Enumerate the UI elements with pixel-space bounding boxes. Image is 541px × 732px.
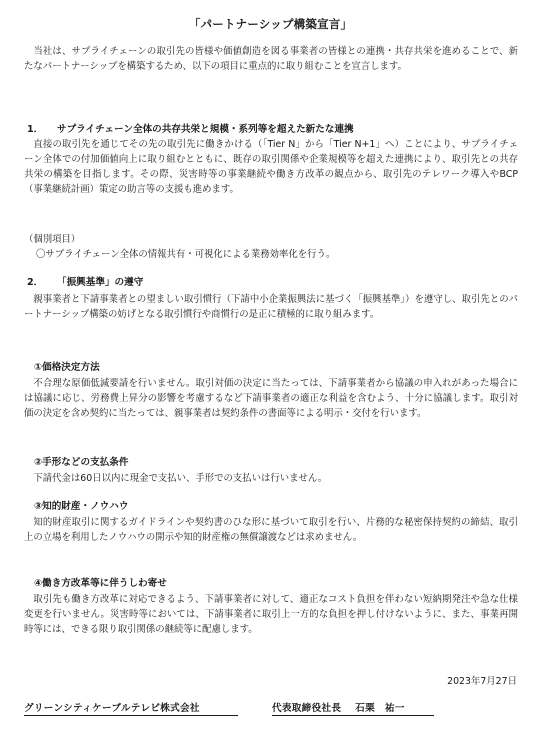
section-2-number: 2．	[27, 277, 44, 288]
intro-paragraph: 当社は、サプライチェーンの取引先の皆様や価値創造を図る事業者の皆様との連携・共存共栄を進めることで、新たなパートナーシップを構築するため、以下の項目に重点的に取り組むことを宣言します。	[24, 46, 518, 72]
section-1-heading	[27, 122, 354, 137]
company-name: グリーンシティケーブルテレビ株式会社	[24, 700, 238, 716]
section-2-title: 「振興基準」の遵守	[57, 277, 144, 288]
document-title: 「パートナーシップ構築宣言」	[188, 17, 353, 31]
sub-4-heading: ④働き方改革等に伴うしわ寄せ	[34, 578, 167, 589]
sub-3-heading: ③知的財産・ノウハウ	[34, 501, 129, 512]
sub-2-body: 下請代金は60日以内に現金で支払い、手形での支払いは行いません。	[33, 473, 328, 484]
section-1-item: 〇サプライチェーン全体の情報共有・可視化による業務効率化を行う。	[36, 249, 336, 260]
section-1-body: 直接の取引先を通じてその先の取引先に働きかける（「Tier N」から「Tier N+1」へ）ことにより、サプライチェーン全体での付加価値向上に取り組むとともに、既存の取引関係や企業規模等を超えた連携により、取引先との共存共栄の構築を目指します。その際、災害時等の事業継続や働き方改革の観点から、取引先のテレワーク導入やBCP（事業継続計画）策定の助言等の支援も進めます。	[24, 139, 518, 195]
declaration-date: 2023年7月27日	[447, 676, 517, 687]
section-2-heading	[27, 275, 143, 290]
sub-1-body: 不合理な原価低減要請を行いません。取引対価の決定に当たっては、下請事業者から協議の申入れがあった場合には協議に応じ、労務費上昇分の影響を考慮するなど下請事業者の適正な利益を含むよう、十分に協議します。取引対価の決定を含め契約に当たっては、親事業者は契約条件の書面等による明示・交付を行います。	[24, 378, 518, 419]
sub-3-body: 知的財産取引に関するガイドラインや契約書のひな形に基づいて取引を行い、片務的な秘密保持契約の締結、取引上の立場を利用したノウハウの開示や知的財産権の無償譲渡などは求めません。	[24, 517, 518, 543]
sub-1-heading: ①価格決定方法	[34, 362, 100, 373]
sub-4-body: 取引先も働き方改革に対応できるよう、下請事業者に対して、適正なコスト負担を伴わない短納期発注や急な仕様変更を行いません。災害時等においては、下請事業者に取引上一方的な負担を押し付けないように、また、事業再開時等には、できる限り取引関係の継続等に配慮します。	[24, 594, 518, 635]
representative-signature	[272, 700, 434, 716]
sub-2-heading: ②手形などの支払条件	[34, 457, 129, 468]
section-1-number: 1．	[27, 124, 44, 135]
section-1-items-label: （個別項目）	[24, 234, 81, 245]
section-1-title: サプライチェーン全体の共存共栄と規模・系列等を超えた新たな連携	[57, 124, 354, 135]
representative-name: 石栗 祐一	[355, 703, 405, 714]
representative-title: 代表取締役社長	[272, 703, 342, 714]
section-2-body: 親事業者と下請事業者との望ましい取引慣行（下請中小企業振興法に基づく「振興基準」）を遵守し、取引先とのパートナーシップ構築の妨げとなる取引慣行や商慣行の是正に積極的に取り組みます。	[24, 294, 518, 320]
